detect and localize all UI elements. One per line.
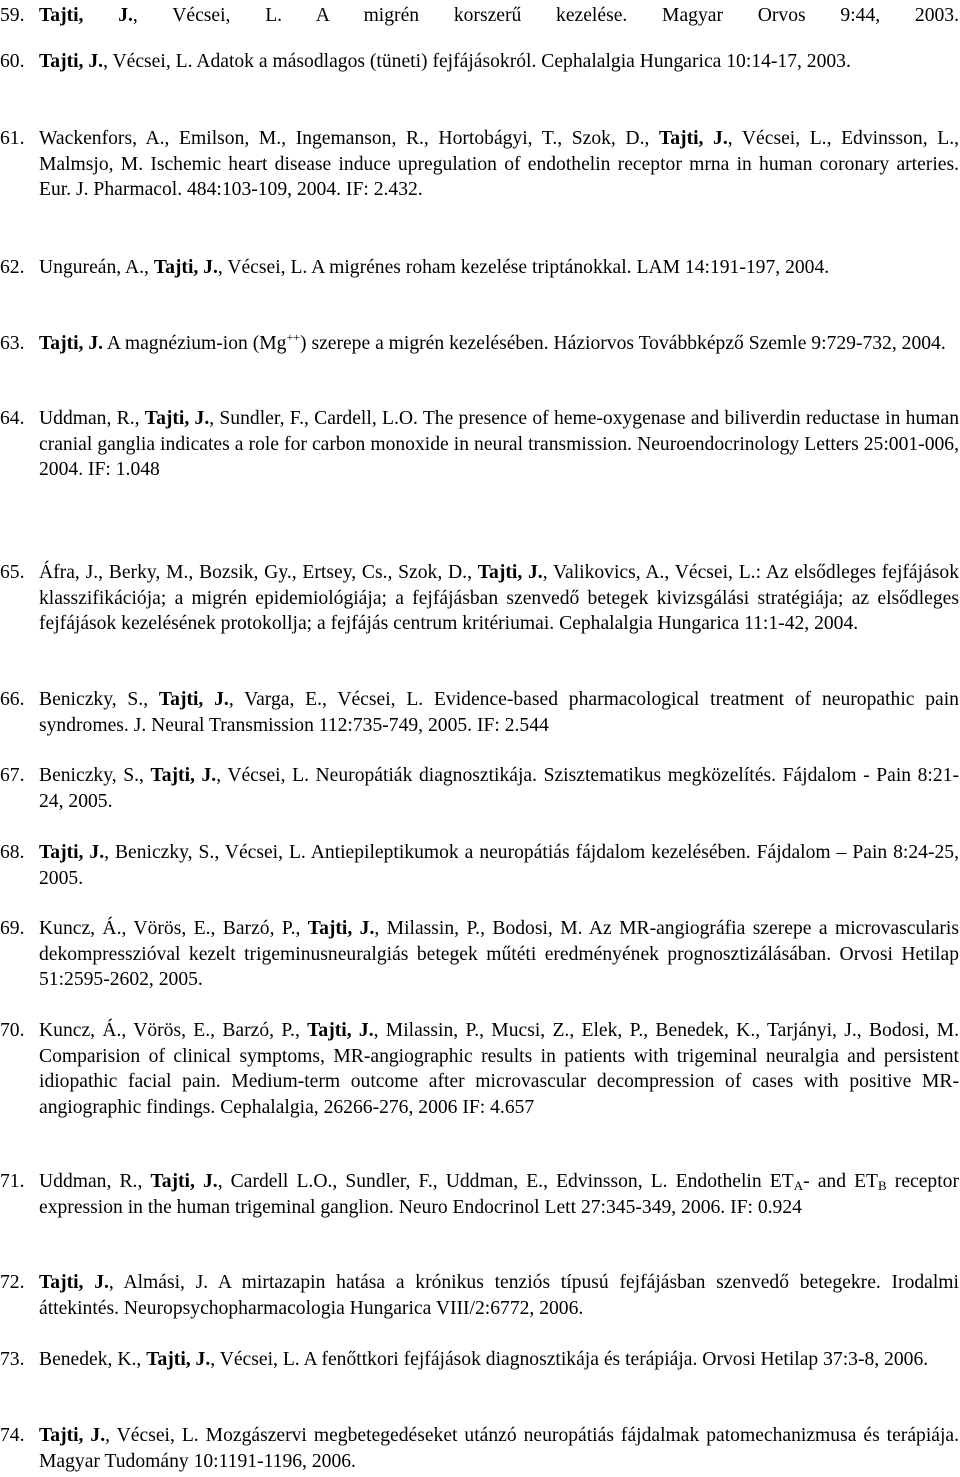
reference-number: 73. [0, 1349, 25, 1370]
reference-text [39, 840, 959, 891]
reference-number: 59. [0, 5, 25, 26]
reference-segment: , Vécsei, L., Edvinsson, L., Malmsjo, M. Ischemic heart disease induce upregulation of endothelin receptor mrna in human coronary arteries. Eur. J. Pharmacol. 484:103-109, 2004. IF: 2.432. [39, 128, 959, 201]
reference-segment: , Milassin, P., Mucsi, Z., Elek, P., Benedek, K., Tarjányi, J., Bodosi, M. Comparision of clinical symptoms, MR-angiographic results in patients with trigeminal neuralgia and persistent idiopathic facial pain. Medium-term outcome after microvascular decompression of cases with positive MR-angiographic findings. Cephalalgia, 26266-276, 2006 IF: 4.657 [39, 1020, 959, 1118]
reference-segment: A magnézium-ion (Mg [103, 333, 287, 354]
reference-entry [0, 3, 959, 29]
reference-number: 61. [0, 128, 25, 149]
author-highlight: Tajti, J. [307, 918, 375, 939]
reference-entry [0, 687, 959, 738]
reference-segment: Uddman, R., [39, 1171, 151, 1192]
reference-number: 68. [0, 842, 25, 863]
reference-text [39, 1423, 959, 1474]
reference-text [39, 331, 959, 357]
reference-segment: Uddman, R., [39, 408, 145, 429]
reference-text [39, 126, 959, 203]
reference-segment: ) szerepe a migrén kezelésében. Háziorvos Továbbképző Szemle 9:729-732, 2004. [300, 333, 946, 354]
author-highlight: Tajti, J. [158, 689, 229, 710]
reference-segment: , Varga, E., Vécsei, L. Evidence-based pharmacological treatment of neuropathic pain syndromes. J. Neural Transmission 112:735-749, 2005. IF: 2.544 [39, 689, 959, 736]
reference-segment: , Vécsei, L. Neuropátiák diagnosztikája. Szisztematikus megközelítés. Fájdalom - Pain 8:21-24, 2005. [39, 765, 959, 812]
reference-segment: , Milassin, P., Bodosi, M. Az MR-angiográfia szerepe a microvascularis dekompresszióval kezelt trigeminusneuralgiás betegek műtéti eredményének prognosztizálásában. Orvosi Hetilap 51:2595-2602, 2005. [39, 918, 960, 991]
reference-number: 67. [0, 765, 25, 786]
author-highlight: Tajti, J. [39, 1425, 106, 1446]
reference-text [39, 763, 959, 814]
reference-text [39, 406, 959, 483]
reference-segment: Wackenfors, A., Emilson, M., Ingemanson, R., Hortobágyi, T., Szok, D., [39, 128, 659, 149]
reference-entry [0, 840, 959, 891]
reference-text [39, 687, 959, 738]
reference-entry [0, 126, 959, 203]
author-highlight: Tajti, J. [307, 1020, 374, 1041]
reference-segment: receptor expression in the human trigeminal ganglion. Neuro Endocrinol Lett 27:345-349, 2006. IF: 0.924 [39, 1171, 959, 1218]
author-highlight: Tajti, J. [153, 257, 218, 278]
reference-text [39, 3, 959, 29]
reference-text [39, 560, 959, 637]
reference-number: 65. [0, 562, 25, 583]
reference-entry [0, 560, 959, 637]
reference-segment: , Almási, J. A mirtazapin hatása a krónikus tenziós típusú fejfájásban szenvedő betegekre. Irodalmi áttekintés. Neuropsychopharmacologia Hungarica VIII/2:6772, 2006. [39, 1272, 959, 1319]
author-highlight: Tajti, J. [39, 51, 104, 72]
reference-text [39, 916, 959, 993]
author-highlight: Tajti, J. [39, 333, 104, 354]
reference-segment: , Vécsei, L. Adatok a másodlagos (tüneti) fejfájásokról. Cephalalgia Hungarica 10:14-17, 2003. [103, 51, 851, 72]
reference-segment: - and ET [803, 1171, 879, 1192]
reference-segment: Kuncz, Á., Vörös, E., Barzó, P., [39, 1020, 308, 1041]
reference-entry [0, 1018, 959, 1120]
reference-segment: , Vécsei, L. Mozgászervi megbetegedéseket utánzó neuropátiás fájdalmak patomechanizmusa és terápiája. Magyar Tudomány 10:1191-1196, 2006. [39, 1425, 960, 1472]
subscript: B [878, 1178, 887, 1193]
reference-entry [0, 1423, 959, 1474]
reference-segment: Áfra, J., Berky, M., Bozsik, Gy., Ertsey, Cs., Szok, D., [39, 562, 478, 583]
reference-number: 74. [0, 1425, 25, 1446]
reference-text [39, 1169, 959, 1220]
reference-number: 62. [0, 257, 25, 278]
reference-entry [0, 1169, 959, 1220]
reference-number: 60. [0, 51, 25, 72]
reference-number: 71. [0, 1171, 25, 1192]
reference-segment: Beniczky, S., [39, 765, 151, 786]
reference-number: 69. [0, 918, 25, 939]
reference-segment: , Vécsei, L. A migrén korszerű kezelése. Magyar Orvos 9:44, 2003. [132, 5, 959, 26]
reference-segment: , Cardell L.O., Sundler, F., Uddman, E., Edvinsson, L. Endothelin ET [217, 1171, 794, 1192]
reference-entry [0, 331, 959, 357]
author-highlight: Tajti, J. [39, 1272, 109, 1293]
author-highlight: Tajti, J. [150, 765, 217, 786]
reference-entry [0, 763, 959, 814]
author-highlight: Tajti, J. [144, 408, 210, 429]
author-highlight: Tajti, J. [658, 128, 728, 149]
author-highlight: Tajti, J. [150, 1171, 218, 1192]
reference-entry [0, 1270, 959, 1321]
author-highlight: Tajti, J. [477, 562, 543, 583]
author-highlight: Tajti, J. [39, 5, 133, 26]
reference-number: 72. [0, 1272, 25, 1293]
reference-text [39, 1347, 959, 1373]
reference-segment: , Valikovics, A., Vécsei, L.: Az elsődleges fejfájások klasszifikációja; a migrén epidemiológiája; a fejfájásban szenvedő betegek kivizsgálási stratégiája; az elsődleges fejfájások kezelésének protokollja; a fejfájás centrum kritériumai. Cephalalgia Hungarica 11:1-42, 2004. [39, 562, 959, 635]
author-highlight: Tajti, J. [39, 842, 105, 863]
reference-segment: Benedek, K., [39, 1349, 147, 1370]
reference-entry [0, 916, 959, 993]
reference-segment: Kuncz, Á., Vörös, E., Barzó, P., [39, 918, 308, 939]
reference-number: 63. [0, 333, 25, 354]
reference-number: 64. [0, 408, 25, 429]
reference-segment: , Sundler, F., Cardell, L.O. The presence of heme-oxygenase and biliverdin reductase in human cranial ganglia indicates a role for carbon monoxide in neural transmission. Neuroendocrinology Letters 25:001-006, 2004. IF: 1.048 [39, 408, 959, 481]
author-highlight: Tajti, J. [146, 1349, 211, 1370]
reference-entry [0, 49, 959, 75]
reference-segment: , Vécsei, L. A migrénes roham kezelése triptánokkal. LAM 14:191-197, 2004. [217, 257, 830, 278]
reference-text [39, 1270, 959, 1321]
reference-entry [0, 406, 959, 483]
reference-segment: Beniczky, S., [39, 689, 159, 710]
subscript: A [793, 1178, 804, 1193]
reference-segment: Ungureán, A., [39, 257, 154, 278]
reference-entry [0, 1347, 959, 1373]
reference-segment: , Vécsei, L. A fenőttkori fejfájások diagnosztikája és terápiája. Orvosi Hetilap 37:3-8, 2006. [210, 1349, 929, 1370]
reference-text [39, 1018, 959, 1120]
reference-number: 70. [0, 1020, 25, 1041]
reference-text [39, 49, 959, 75]
reference-segment: , Beniczky, S., Vécsei, L. Antiepileptikumok a neuropátiás fájdalom kezelésében. Fájdalom – Pain 8:24-25, 2005. [39, 842, 959, 889]
superscript: ++ [286, 330, 301, 344]
reference-number: 66. [0, 689, 25, 710]
reference-entry [0, 255, 959, 281]
reference-text [39, 255, 959, 281]
